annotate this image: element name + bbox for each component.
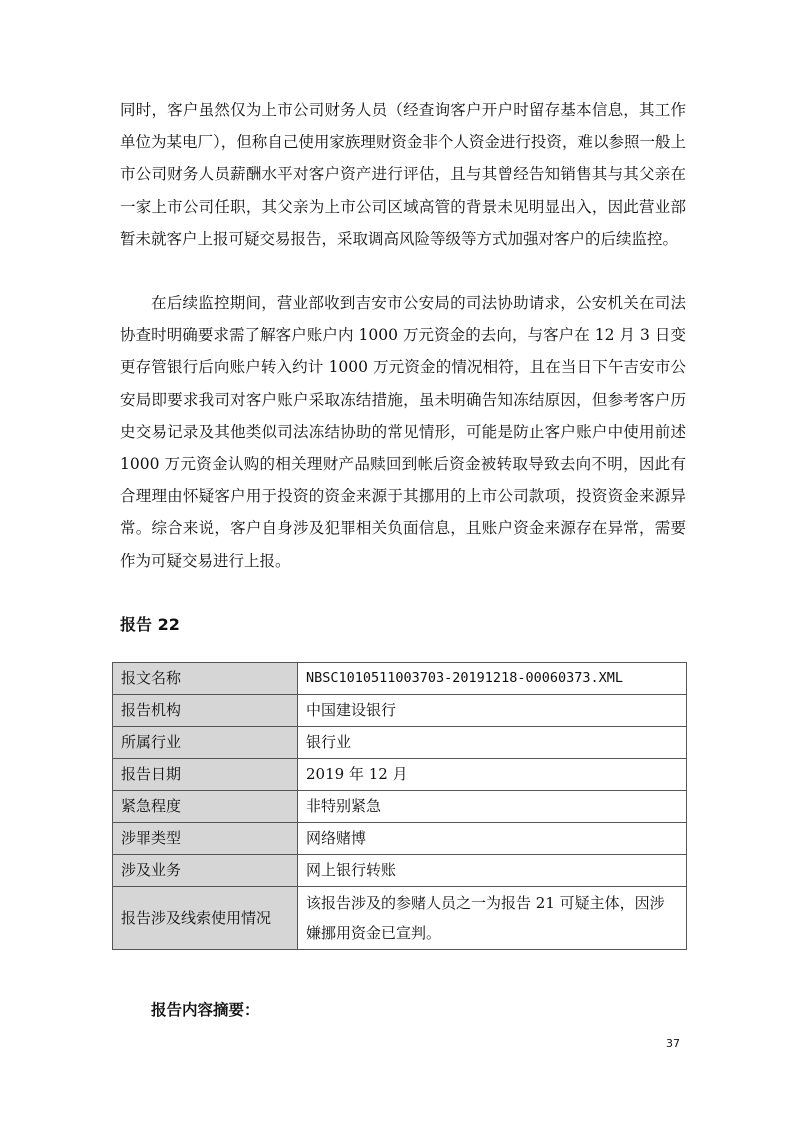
table-row — [113, 695, 687, 727]
row-value: 网上银行转账 — [298, 855, 687, 887]
paragraph-2: 在后续监控期间，营业部收到吉安市公安局的司法协助请求，公安机关在司法协查时明确要求需了解客户账户内 1000 万元资金的去向，与客户在 12 月 3 日变更存管银行后向账户转入约计 1000 万元资金的情况相符，且在当日下午吉安市公安局即要求我司对客户账户采取冻结措施，虽未明确告知冻结原因，但参考客户历史交易记录及其他类似司法冻结协助的常见情形，可能是防止客户账户中使用前述 1000 万元资金认购的相关理财产品赎回到帐后资金被转取导致去向不明，因此有合理理由怀疑客户用于投资的资金来源于其挪用的上市公司款项，投资资金来源异常。综合来说，客户自身涉及犯罪相关负面信息，且账户资金来源存在异常，需要作为可疑交易进行上报。 — [120, 294, 686, 570]
summary-title: 报告内容摘要： — [151, 1001, 260, 1019]
row-value: 2019 年 12 月 — [298, 759, 687, 791]
row-label: 所属行业 — [113, 727, 298, 759]
row-value: 中国建设银行 — [298, 695, 687, 727]
row-label: 报文名称 — [113, 663, 298, 695]
row-label: 涉罪类型 — [113, 823, 298, 855]
page-number: 37 — [666, 1037, 680, 1050]
table-row — [113, 727, 687, 759]
report-info-table — [112, 662, 687, 950]
table-row — [113, 887, 687, 950]
table-row — [113, 823, 687, 855]
row-value: 该报告涉及的参赌人员之一为报告 21 可疑主体，因涉嫌挪用资金已宣判。 — [298, 887, 687, 950]
row-value: NBSC1010511003703-20191218-00060373.XML — [298, 663, 687, 695]
row-value: 网络赌博 — [298, 823, 687, 855]
table-row — [113, 663, 687, 695]
row-value: 非特别紧急 — [298, 791, 687, 823]
table-row — [113, 759, 687, 791]
row-label: 紧急程度 — [113, 791, 298, 823]
row-label: 报告日期 — [113, 759, 298, 791]
row-label: 报告涉及线索使用情况 — [113, 887, 298, 950]
table-row — [113, 855, 687, 887]
row-label: 报告机构 — [113, 695, 298, 727]
row-label: 涉及业务 — [113, 855, 298, 887]
row-value: 银行业 — [298, 727, 687, 759]
section-title: 报告 22 — [120, 615, 180, 634]
paragraph-1: 同时，客户虽然仅为上市公司财务人员（经查询客户开户时留存基本信息，其工作单位为某电厂），但称自己使用家族理财资金非个人资金进行投资，难以参照一般上市公司财务人员薪酬水平对客户资产进行评估，且与其曾经告知销售其与其父亲在一家上市公司任职，其父亲为上市公司区域高管的背景未见明显出入，因此营业部暂未就客户上报可疑交易报告，采取调高风险等级等方式加强对客户的后续监控。 — [120, 101, 686, 248]
table-row — [113, 791, 687, 823]
